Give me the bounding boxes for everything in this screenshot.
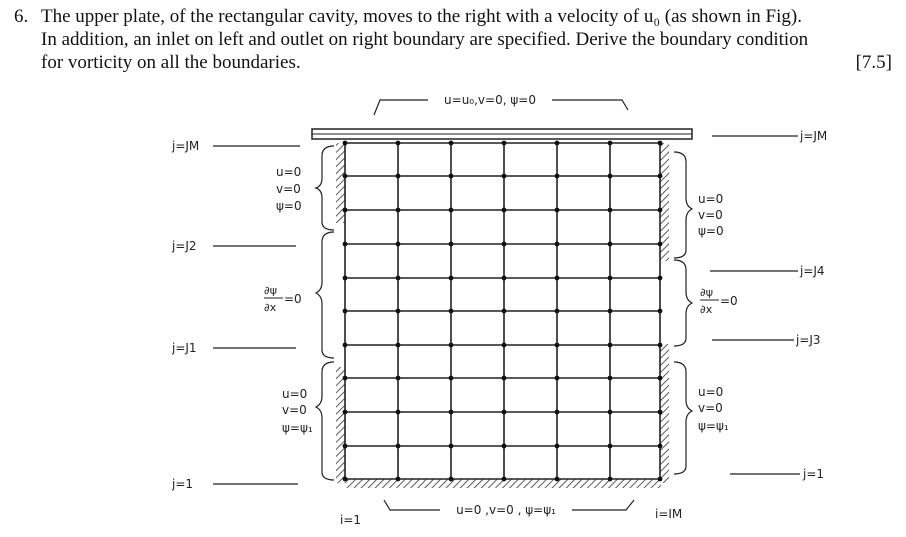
grid-node [608,410,613,415]
grid-node [608,276,613,281]
grid-node [502,276,507,281]
left-wall-lower-hatch [336,367,345,483]
grid-node [658,174,663,179]
grid-node [343,276,348,281]
grid-node [608,477,613,482]
grid-node [396,208,401,213]
grid-node [608,309,613,314]
right-label-j-1: j=1 [803,467,825,481]
grid-node [343,343,348,348]
grid-node [449,276,454,281]
grid-node [502,376,507,381]
grid-node [396,410,401,415]
grid-node [343,376,348,381]
right-lower-bc-psi: ψ=ψ₁ [698,419,729,433]
grid-node [555,242,560,247]
grid-node [396,444,401,449]
grid-node [608,141,613,146]
grid-node [449,410,454,415]
grid-node [502,174,507,179]
right-middle-bc-numerator: ∂ψ [700,286,713,299]
grid-node [449,376,454,381]
label-i-im: i=IM [655,507,683,521]
left-lower-bc-u: u=0 [282,387,308,401]
grid-node [608,376,613,381]
question-line-1: The upper plate, of the rectangular cavity, moves to the right with a velocity of u₀ (as shown in Fig). [41,6,802,27]
grid-node [555,174,560,179]
right-braces [674,152,692,474]
grid-node [608,208,613,213]
right-upper-bc-u: u=0 [698,192,724,206]
question-line-2: In addition, an inlet on left and outlet on right boundary are specified. Derive the boundary condition [41,29,809,50]
grid-node [396,141,401,146]
grid-node [502,444,507,449]
left-label-j-jm: j=JM [172,139,200,153]
grid-node [502,410,507,415]
grid-node [555,410,560,415]
left-middle-bc-eq: =0 [284,292,302,306]
left-label-j-j1: j=J1 [172,341,197,355]
grid-node [555,444,560,449]
grid-node [502,242,507,247]
grid-node [658,410,663,415]
grid-node [555,309,560,314]
grid-node [502,477,507,482]
grid-node [608,242,613,247]
grid-node [658,141,663,146]
question-marks: [7.5] [855,52,892,73]
right-label-j-j4: j=J4 [800,264,825,278]
grid-node [502,141,507,146]
left-middle-bc-numerator: ∂ψ [264,284,277,297]
left-label-j-j2: j=J2 [172,239,197,253]
bottom-bc-label: u=0 ,v=0 , ψ=ψ₁ [456,503,556,517]
grid-node [449,477,454,482]
right-lower-bc-v: v=0 [698,401,723,415]
right-middle-bc-eq: =0 [720,294,738,308]
right-label-j-jm: j=JM [800,129,828,143]
grid-node [343,444,348,449]
grid-node [658,477,663,482]
grid-node [396,376,401,381]
grid-node [343,208,348,213]
grid-node [343,242,348,247]
grid-node [449,309,454,314]
left-middle-bc-denominator: ∂x [264,301,277,314]
grid-node [555,376,560,381]
grid-node [449,174,454,179]
top-bc-label: u=u₀,v=0, ψ=0 [444,93,536,107]
grid-node [608,444,613,449]
grid-node [396,276,401,281]
grid-node [555,141,560,146]
grid-node [502,208,507,213]
grid-node [555,276,560,281]
grid-node [396,174,401,179]
right-upper-bc-v: v=0 [698,208,723,222]
grid-node [449,141,454,146]
left-lower-bc-v: v=0 [282,403,307,417]
grid-node [658,242,663,247]
right-label-j-j3: j=J3 [796,333,821,347]
left-upper-bc-v: v=0 [276,182,301,196]
grid-node [658,276,663,281]
grid-node [555,208,560,213]
grid-node [449,242,454,247]
grid-node [502,309,507,314]
left-upper-bc-psi: ψ=0 [276,199,302,213]
right-lower-bc-u: u=0 [698,385,724,399]
grid-node [449,208,454,213]
grid-node [608,343,613,348]
grid-node [449,444,454,449]
grid-node [343,477,348,482]
grid-node [608,174,613,179]
grid-node [658,343,663,348]
grid-node [658,208,663,213]
grid-node [396,343,401,348]
grid-node [658,309,663,314]
left-upper-bc-u: u=0 [276,165,302,179]
grid-node [658,444,663,449]
question-line-3: for vorticity on all the boundaries. [41,52,301,73]
grid-node [555,477,560,482]
grid-node [343,141,348,146]
right-middle-bc-denominator: ∂x [700,303,713,316]
grid-node [396,309,401,314]
question-number: 6. [14,6,29,27]
grid-node [343,410,348,415]
grid-node [343,309,348,314]
left-lower-bc-psi: ψ=ψ₁ [282,421,313,435]
grid-node [343,174,348,179]
grid-node [396,242,401,247]
grid-node [502,343,507,348]
grid-node [555,343,560,348]
grid-node [449,343,454,348]
grid-node [396,477,401,482]
left-braces [316,146,334,480]
label-i-1: i=1 [340,513,362,527]
grid-node [658,376,663,381]
left-label-j-1: j=1 [172,477,194,491]
right-upper-bc-psi: ψ=0 [698,224,724,238]
